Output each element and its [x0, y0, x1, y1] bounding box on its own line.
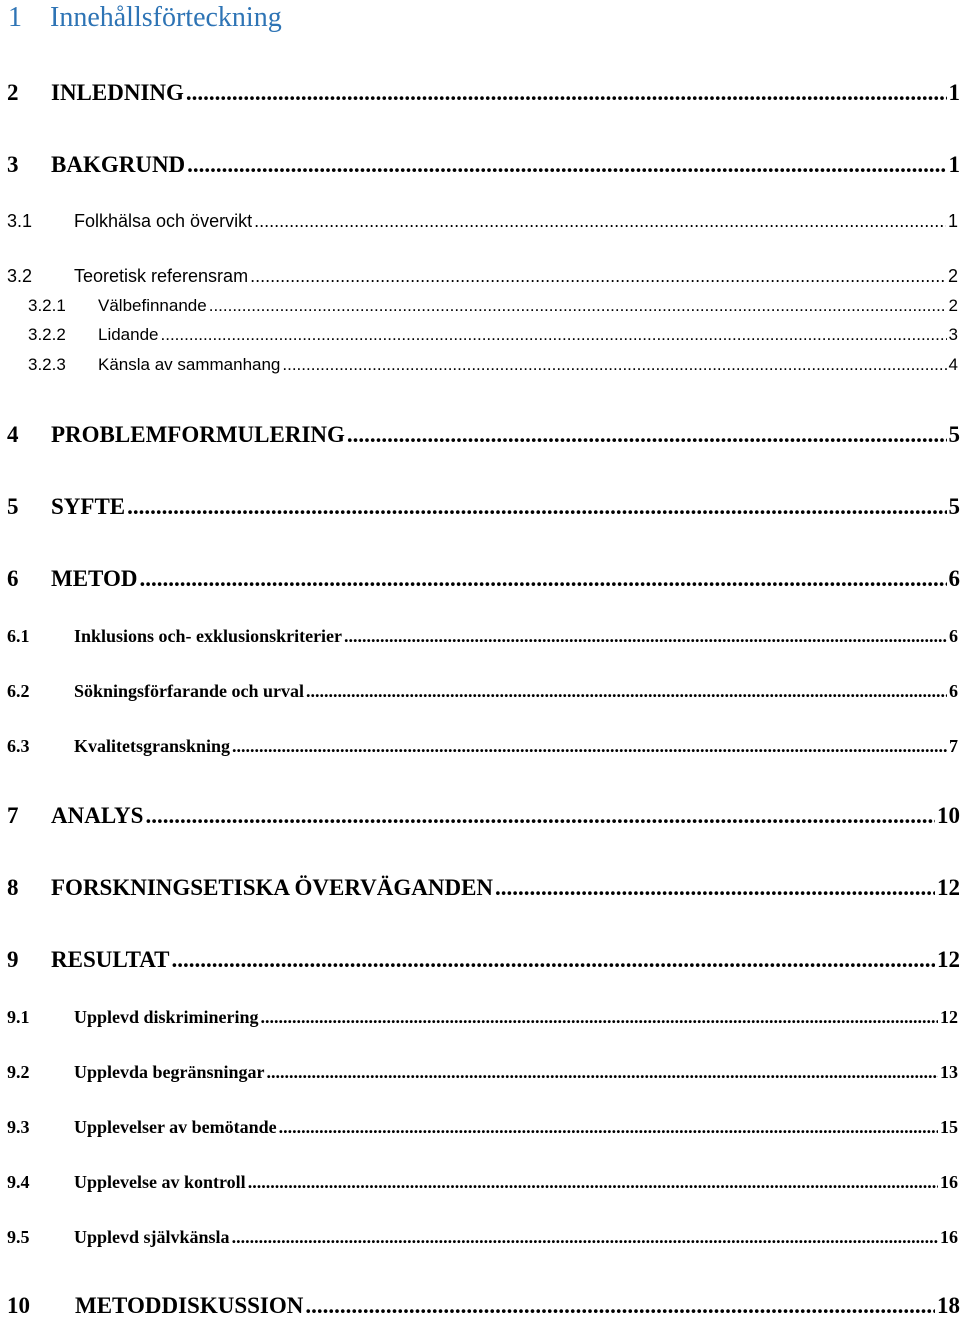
dot-leader: [282, 355, 946, 375]
toc-entry-page: 15: [940, 1117, 960, 1138]
toc-entry-label: Upplevda begränsningar: [74, 1062, 265, 1083]
toc-entry-label: PROBLEMFORMULERING: [51, 422, 345, 448]
toc-entry-valbefinnande[interactable]: [0, 296, 960, 320]
toc-entry-number: 9: [0, 947, 51, 973]
dot-leader: [171, 947, 935, 973]
dot-leader: [254, 211, 946, 232]
toc-entry-number: 3.2: [0, 266, 74, 287]
toc-entry-kansla-av-sammanhang[interactable]: [0, 355, 960, 379]
toc-heading-title: Innehållsförteckning: [50, 2, 282, 33]
toc-entry-page: 12: [940, 1007, 960, 1028]
toc-entry-page: 12: [937, 875, 960, 901]
dot-leader: [186, 80, 947, 106]
toc-entry-page: 2: [948, 266, 960, 287]
toc-entry-problemformulering[interactable]: [0, 422, 960, 452]
toc-entry-folkhalsa[interactable]: [0, 211, 960, 235]
toc-entry-page: 6: [949, 681, 960, 702]
toc-entry-page: 6: [949, 626, 960, 647]
toc-entry-number: 9.1: [0, 1007, 74, 1028]
toc-entry-number: 5: [0, 494, 51, 520]
toc-entry-syfte[interactable]: [0, 494, 960, 524]
toc-entry-page: 1: [949, 80, 960, 106]
toc-entry-label: Känsla av sammanhang: [98, 355, 280, 375]
toc-entry-page: 1: [948, 211, 960, 232]
toc-entry-number: 6: [0, 566, 51, 592]
dot-leader: [232, 1227, 938, 1248]
toc-entry-label: RESULTAT: [51, 947, 169, 973]
toc-entry-page: 5: [949, 422, 960, 448]
toc-entry-lidande[interactable]: [0, 325, 960, 349]
toc-entry-number: 3.2.1: [0, 296, 98, 316]
toc-entry-label: Upplevd självkänsla: [74, 1227, 230, 1248]
toc-entry-label: Sökningsförfarande och urval: [74, 681, 304, 702]
toc-entry-number: 9.2: [0, 1062, 74, 1083]
toc-entry-label: SYFTE: [51, 494, 125, 520]
dot-leader: [127, 494, 946, 520]
toc-entry-number: 3.1: [0, 211, 74, 232]
dot-leader: [306, 681, 947, 702]
toc-entry-page: 13: [940, 1062, 960, 1083]
toc-entry-kvalitetsgranskning[interactable]: [0, 736, 960, 760]
toc-entry-label: METODDISKUSSION: [75, 1293, 303, 1319]
toc-heading-number: 1: [8, 2, 50, 34]
dot-leader: [161, 325, 947, 345]
toc-entry-label: METOD: [51, 566, 137, 592]
toc-entry-inklusionskriterier[interactable]: [0, 626, 960, 650]
dot-leader: [232, 736, 947, 757]
toc-entry-metoddiskussion[interactable]: [0, 1293, 960, 1323]
dot-leader: [344, 626, 947, 647]
dot-leader: [209, 296, 947, 316]
toc-entry-label: Kvalitetsgranskning: [74, 736, 230, 757]
toc-entry-metod[interactable]: [0, 566, 960, 596]
toc-entry-bakgrund[interactable]: [0, 152, 960, 182]
toc-entry-number: 6.2: [0, 681, 74, 702]
dot-leader: [250, 266, 946, 287]
dot-leader: [495, 875, 935, 901]
toc-entry-label: Lidande: [98, 325, 159, 345]
toc-entry-number: 9.3: [0, 1117, 74, 1138]
toc-entry-label: Upplevelser av bemötande: [74, 1117, 277, 1138]
toc-entry-page: 18: [937, 1293, 960, 1319]
toc-entry-number: 3: [0, 152, 51, 178]
toc-entry-page: 16: [940, 1227, 960, 1248]
toc-entry-number: 6.1: [0, 626, 74, 647]
toc-entry-label: Teoretisk referensram: [74, 266, 248, 287]
toc-entry-number: 10: [0, 1293, 75, 1319]
dot-leader: [279, 1117, 938, 1138]
toc-entry-number: 2: [0, 80, 51, 106]
toc-entry-label: Folkhälsa och övervikt: [74, 211, 252, 232]
toc-entry-teoretisk-referensram[interactable]: [0, 266, 960, 290]
toc-entry-page: 3: [949, 325, 960, 345]
toc-entry-label: ANALYS: [51, 803, 143, 829]
toc-entry-number: 6.3: [0, 736, 74, 757]
toc-entry-page: 12: [937, 947, 960, 973]
toc-entry-number: 4: [0, 422, 51, 448]
dot-leader: [261, 1007, 938, 1028]
toc-entry-page: 1: [949, 152, 960, 178]
dot-leader: [187, 152, 946, 178]
toc-entry-page: 4: [949, 355, 960, 375]
toc-entry-label: INLEDNING: [51, 80, 184, 106]
toc-entry-label: Välbefinnande: [98, 296, 207, 316]
toc-entry-upplevd-diskriminering[interactable]: [0, 1007, 960, 1031]
toc-entry-page: 16: [940, 1172, 960, 1193]
toc-entry-upplevelse-av-kontroll[interactable]: [0, 1172, 960, 1196]
toc-entry-label: BAKGRUND: [51, 152, 185, 178]
dot-leader: [347, 422, 947, 448]
toc-entry-resultat[interactable]: [0, 947, 960, 977]
toc-entry-upplevda-begransningar[interactable]: [0, 1062, 960, 1086]
toc-entry-upplevd-sjalvkansla[interactable]: [0, 1227, 960, 1251]
toc-entry-number: 3.2.2: [0, 325, 98, 345]
toc-entry-inledning[interactable]: [0, 80, 960, 110]
toc-entry-analys[interactable]: [0, 803, 960, 833]
toc-entry-page: 2: [949, 296, 960, 316]
toc-entry-number: 3.2.3: [0, 355, 98, 375]
toc-entry-number: 9.5: [0, 1227, 74, 1248]
toc-entry-upplevelser-av-bemotande[interactable]: [0, 1117, 960, 1141]
dot-leader: [145, 803, 935, 829]
toc-entry-label: Upplevelse av kontroll: [74, 1172, 246, 1193]
dot-leader: [305, 1293, 935, 1319]
toc-entry-page: 6: [949, 566, 960, 592]
toc-entry-label: Upplevd diskriminering: [74, 1007, 259, 1028]
toc-entry-page: 7: [949, 736, 960, 757]
toc-entry-sokningsforfarande[interactable]: [0, 681, 960, 705]
toc-entry-number: 7: [0, 803, 51, 829]
toc-entry-label: FORSKNINGSETISKA ÖVERVÄGANDEN: [51, 875, 493, 901]
toc-entry-forskningsetiska[interactable]: [0, 875, 960, 905]
toc-entry-page: 10: [937, 803, 960, 829]
dot-leader: [139, 566, 946, 592]
toc-entry-label: Inklusions och- exklusionskriterier: [74, 626, 342, 647]
toc-entry-number: 9.4: [0, 1172, 74, 1193]
toc-entry-number: 8: [0, 875, 51, 901]
toc-heading: [8, 2, 282, 34]
dot-leader: [248, 1172, 938, 1193]
toc-entry-page: 5: [949, 494, 960, 520]
dot-leader: [267, 1062, 938, 1083]
